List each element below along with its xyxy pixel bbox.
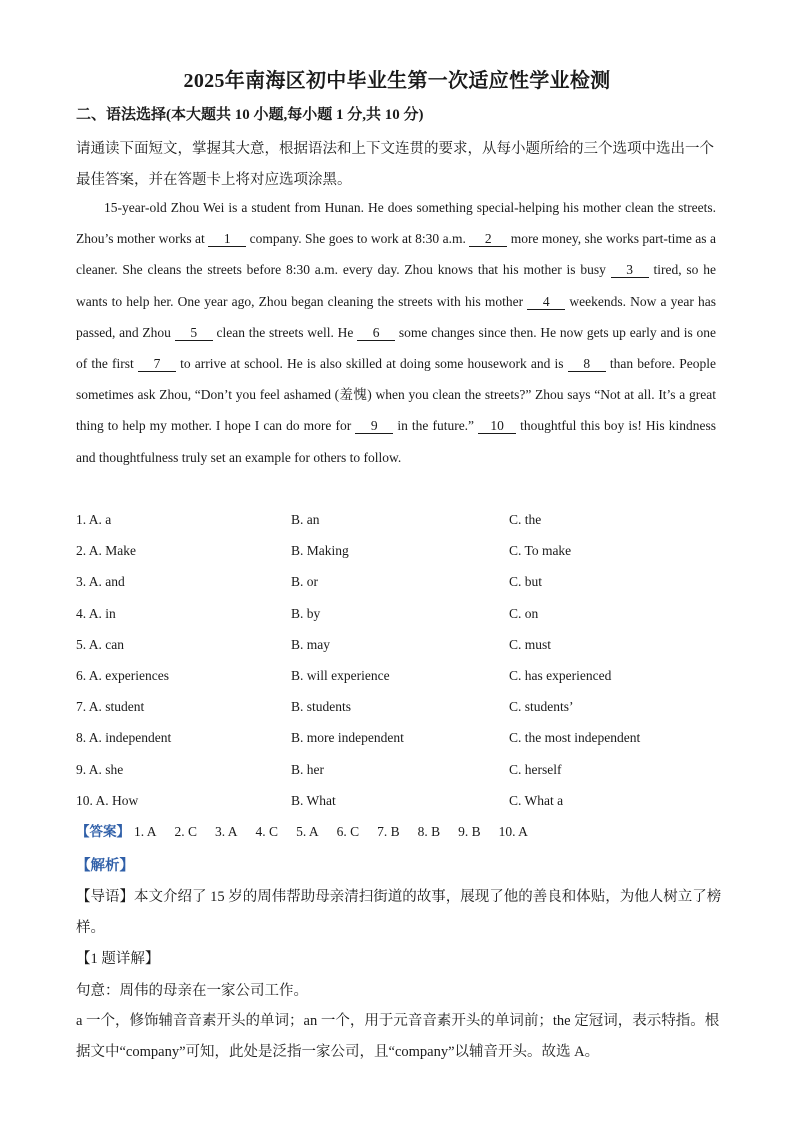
answer-item: 10. A — [498, 824, 528, 839]
option-c: C. the most independent — [509, 730, 641, 746]
passage-text: clean the streets well. He — [212, 324, 358, 340]
option-a: 3. A. and — [76, 574, 125, 590]
option-b: B. her — [291, 761, 324, 777]
option-row — [76, 788, 736, 819]
blank-9: 9 — [355, 418, 393, 434]
instructions: 请通读下面短文，掌握其大意，根据语法和上下文连贯的要求，从每小题所给的三个选项中选出一个最佳答案，并在答题卡上将对应选项涂黑。 — [76, 141, 714, 188]
answer-item: 8. B — [417, 824, 441, 839]
option-b: B. students — [291, 699, 352, 715]
passage-text: some changes since then. He now gets up early and is one of the first — [76, 324, 716, 372]
option-row — [76, 538, 736, 569]
option-c: C. To make — [509, 543, 572, 559]
answer-item: 9. B — [458, 824, 481, 839]
blank-2: 2 — [469, 231, 507, 247]
option-row — [76, 725, 736, 756]
blank-10: 10 — [478, 418, 516, 434]
option-row — [76, 601, 736, 632]
option-a: 1. A. a — [76, 512, 112, 527]
passage-text: more money, she works part-time as a cleaner. She cleans the streets before 8:30 a.m. every day. Zhou knows that his mother is busy — [76, 231, 716, 278]
option-a: 8. A. independent — [76, 730, 172, 746]
answer-item: 4. C — [255, 824, 279, 839]
option-b: B. or — [291, 574, 318, 590]
option-a: 6. A. experiences — [76, 667, 169, 683]
explanation: a 一个，修饰辅音音素开头的单词；an 一个，用于元音音素开头的单词前；the 定冠词，表示特指。根据文中“company”可知，此处是泛指一家公司，且“company”以辅音开头。故选 A。 — [76, 1013, 720, 1060]
answer-item: 7. B — [377, 824, 400, 839]
option-c: C. must — [509, 636, 552, 652]
analysis-label — [76, 851, 726, 882]
option-row — [76, 507, 736, 538]
blank-7: 7 — [138, 356, 176, 372]
option-b: B. Making — [291, 543, 349, 559]
option-a: 2. A. Make — [76, 543, 136, 559]
option-a: 4. A. in — [76, 605, 116, 621]
option-c: C. has experienced — [509, 667, 612, 683]
guide-label: 【导语】 — [76, 889, 134, 905]
option-c: C. herself — [509, 761, 562, 777]
passage-text: company. She goes to work at 8:30 a.m. — [246, 231, 470, 247]
option-b: B. more independent — [291, 730, 404, 746]
option-row — [76, 694, 736, 725]
blank-8: 8 — [568, 356, 606, 372]
guide-paragraph — [76, 882, 726, 944]
option-a: 5. A. can — [76, 636, 124, 652]
passage-text: thoughtful this boy is! His kindness and thoughtfulness truly set an example for others to follow. — [76, 418, 716, 465]
option-c: C. but — [509, 574, 543, 590]
option-b: B. may — [291, 636, 330, 652]
options-list — [76, 507, 736, 819]
blank-1: 1 — [208, 231, 246, 247]
option-row — [76, 757, 736, 788]
answer-item: 5. A — [296, 824, 319, 839]
option-b: B. What — [291, 792, 336, 808]
sentence-meaning: 句意：周伟的母亲在一家公司工作。 — [76, 983, 308, 999]
answer-label: 【答案】 — [76, 824, 130, 839]
option-c: C. the — [509, 512, 542, 527]
option-b: B. will experience — [291, 667, 390, 683]
answer-item: 3. A — [215, 824, 238, 839]
option-c: C. students’ — [509, 699, 574, 715]
analysis-tag: 【解析】 — [76, 858, 134, 874]
option-row — [76, 663, 736, 694]
detail-heading: 【1 题详解】 — [76, 951, 160, 967]
guide-text: 本文介绍了 15 岁的周伟帮助母亲清扫街道的故事，展现了他的善良和体贴，为他人树立了榜样。 — [76, 889, 722, 936]
option-c: C. What a — [509, 792, 564, 808]
passage-text: weekends. Now a year has passed, and Zhou — [76, 293, 716, 340]
passage-text: to arrive at school. He is also skilled at doing some housework and is — [175, 356, 568, 372]
passage-text: tired, so he wants to help her. One year ago, Zhou began cleaning the streets with his mother — [76, 262, 716, 309]
option-a: 9. A. she — [76, 761, 124, 777]
option-a: 10. A. How — [76, 792, 139, 808]
option-a: 7. A. student — [76, 699, 145, 715]
passage-text: than before. People sometimes ask Zhou, “Don’t you feel ashamed (羞愧) when you clean the streets?” Zhou says “Not at all. It’s a great thing to help my mother. I hope I can do more for — [76, 356, 716, 434]
answer-line — [76, 820, 546, 840]
answer-item: 1. A — [134, 824, 157, 839]
reading-passage — [76, 192, 716, 473]
option-b: B. an — [291, 512, 320, 527]
option-row — [76, 632, 736, 663]
page-title: 2025年南海区初中毕业生第一次适应性学业检测 — [183, 70, 611, 92]
option-row — [76, 569, 736, 600]
passage-text: in the future.” — [393, 418, 479, 434]
option-b: B. by — [291, 605, 321, 621]
section-heading: 二、语法选择(本大题共 10 小题,每小题 1 分,共 10 分) — [76, 107, 424, 123]
blank-4: 4 — [527, 294, 565, 310]
blank-6: 6 — [357, 325, 395, 341]
passage-text: 15-year-old Zhou Wei is a student from Hunan. He does something special-helping his mother clean the streets. Zhou’s mother works at — [76, 200, 716, 247]
blank-3: 3 — [611, 262, 649, 278]
option-c: C. on — [509, 605, 539, 621]
blank-5: 5 — [175, 325, 213, 341]
answer-item: 6. C — [336, 824, 360, 839]
answer-item: 2. C — [174, 824, 198, 839]
